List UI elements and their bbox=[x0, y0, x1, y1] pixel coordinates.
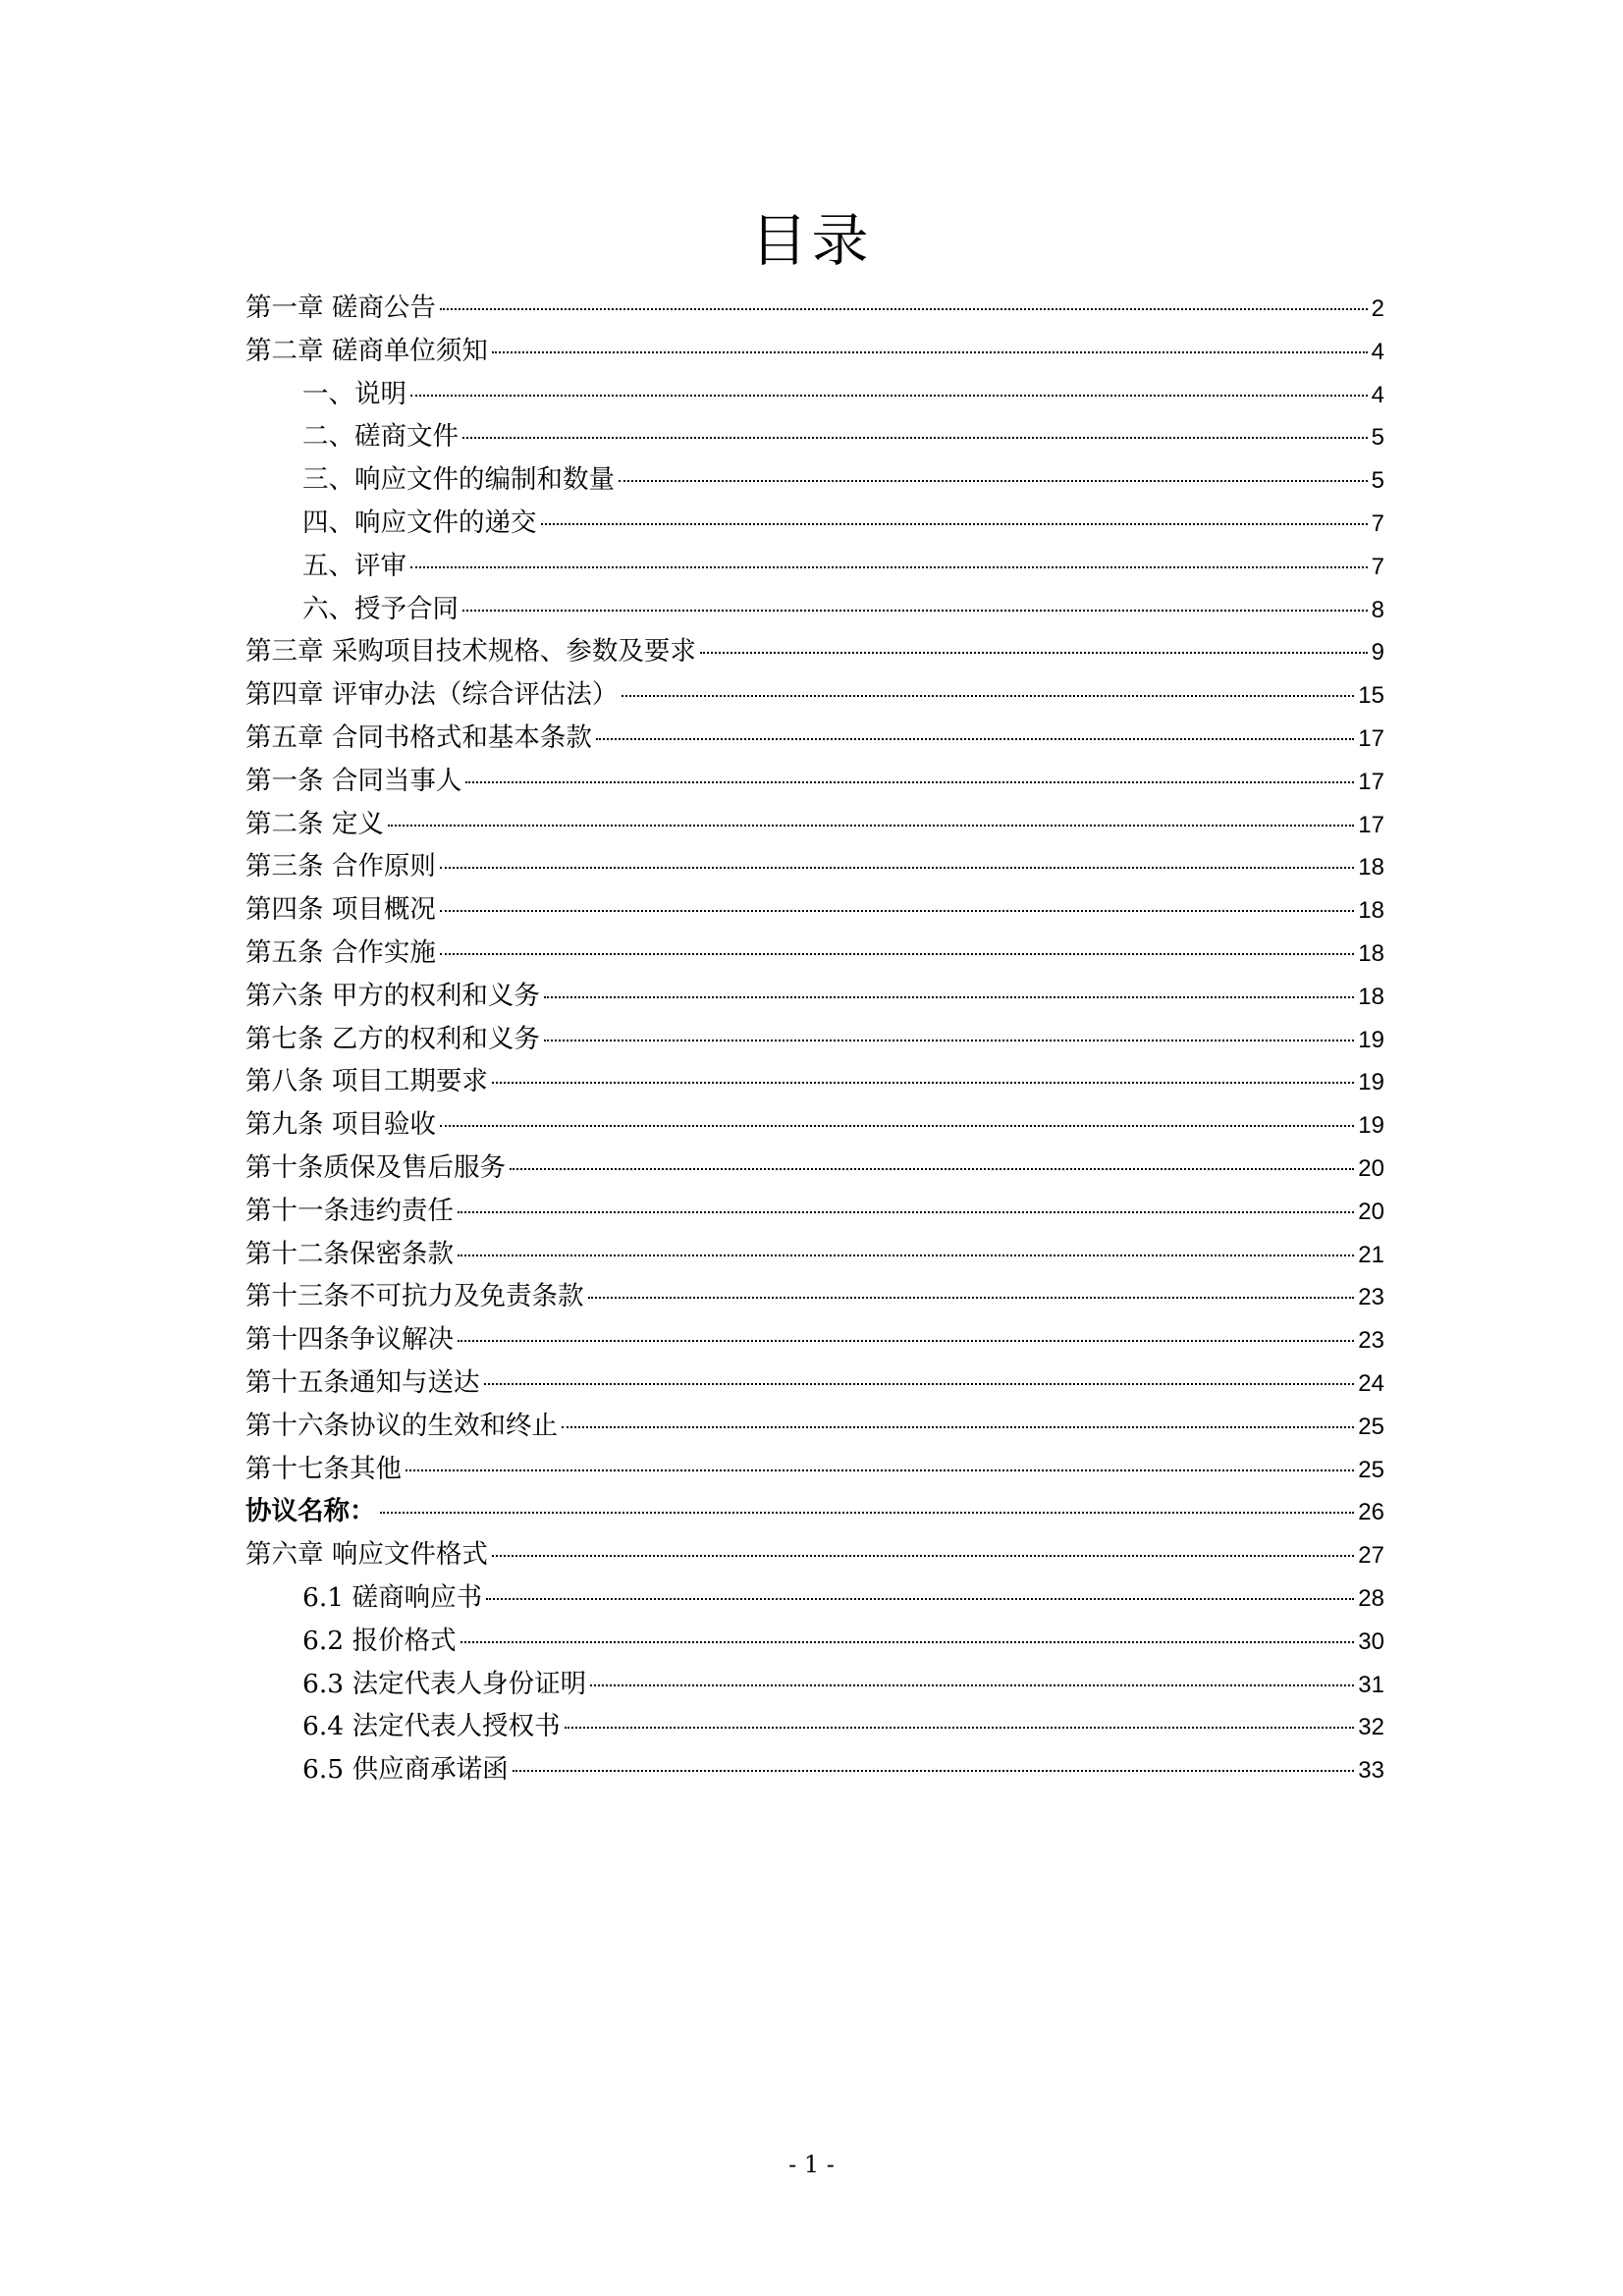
toc-entry-page: 18 bbox=[1358, 983, 1384, 1010]
toc-entry-label: 第六章 响应文件格式 bbox=[245, 1539, 488, 1571]
toc-entry-label: 三、响应文件的编制和数量 bbox=[302, 464, 615, 496]
toc-entry-label: 第四条 项目概况 bbox=[245, 894, 436, 926]
toc-dot-leader bbox=[565, 1727, 1355, 1729]
toc-dot-leader bbox=[484, 1383, 1355, 1385]
toc-entry-label: 第八条 项目工期要求 bbox=[245, 1066, 488, 1097]
toc-entry-page: 18 bbox=[1358, 854, 1384, 881]
toc-dot-leader bbox=[622, 695, 1354, 697]
toc-dot-leader bbox=[410, 395, 1368, 397]
toc-entry-label: 6.5 供应商承诺函 bbox=[302, 1754, 509, 1786]
toc-entry-label: 第十五条通知与送达 bbox=[245, 1366, 480, 1398]
toc-entry-label: 6.3 法定代表人身份证明 bbox=[302, 1668, 587, 1699]
toc-dot-leader bbox=[465, 781, 1354, 783]
toc-entry-label: 第十六条协议的生效和终止 bbox=[245, 1410, 558, 1441]
toc-entry-page: 15 bbox=[1358, 682, 1384, 710]
toc-entry-page: 25 bbox=[1358, 1456, 1384, 1483]
toc-entry-page: 17 bbox=[1358, 811, 1384, 838]
toc-dot-leader bbox=[388, 825, 1354, 827]
toc-entry-page: 5 bbox=[1371, 424, 1384, 452]
toc-dot-leader bbox=[462, 437, 1368, 439]
toc-entry[interactable] bbox=[245, 1233, 1384, 1276]
toc-dot-leader bbox=[492, 1555, 1354, 1557]
toc-entry-label: 五、评审 bbox=[302, 550, 406, 581]
toc-dot-leader bbox=[544, 996, 1354, 998]
table-of-contents bbox=[245, 287, 1384, 1791]
toc-dot-leader bbox=[410, 566, 1368, 568]
toc-entry-page: 18 bbox=[1358, 939, 1384, 967]
toc-dot-leader bbox=[380, 1512, 1355, 1514]
toc-entry[interactable] bbox=[245, 1533, 1384, 1576]
toc-dot-leader bbox=[541, 523, 1368, 525]
toc-entry[interactable] bbox=[245, 1362, 1384, 1405]
toc-entry-page: 17 bbox=[1358, 768, 1384, 795]
toc-entry-page: 30 bbox=[1358, 1628, 1384, 1655]
toc-entry[interactable] bbox=[245, 588, 1384, 631]
toc-entry[interactable] bbox=[245, 458, 1384, 502]
toc-dot-leader bbox=[440, 867, 1354, 869]
toc-entry-page: 2 bbox=[1371, 295, 1384, 322]
toc-entry-page: 31 bbox=[1358, 1671, 1384, 1698]
toc-dot-leader bbox=[486, 1598, 1354, 1600]
toc-entry-label: 第十一条违约责任 bbox=[245, 1195, 454, 1226]
toc-entry-page: 18 bbox=[1358, 897, 1384, 925]
toc-dot-leader bbox=[492, 1082, 1354, 1084]
toc-entry-label: 第五章 合同书格式和基本条款 bbox=[245, 721, 592, 753]
toc-dot-leader bbox=[440, 910, 1354, 912]
toc-entry-label: 第三条 合作原则 bbox=[245, 851, 436, 882]
toc-entry[interactable] bbox=[245, 1318, 1384, 1362]
toc-entry-label: 第二条 定义 bbox=[245, 808, 384, 839]
toc-entry[interactable] bbox=[245, 1448, 1384, 1491]
toc-dot-leader bbox=[590, 1684, 1354, 1686]
toc-entry[interactable] bbox=[245, 673, 1384, 717]
toc-entry[interactable] bbox=[245, 415, 1384, 458]
toc-entry-label: 第二章 磋商单位须知 bbox=[245, 335, 488, 366]
toc-entry-page: 4 bbox=[1371, 338, 1384, 365]
toc-entry-page: 23 bbox=[1358, 1327, 1384, 1355]
toc-dot-leader bbox=[458, 1255, 1354, 1256]
toc-entry-label: 第七条 乙方的权利和义务 bbox=[245, 1023, 540, 1054]
toc-entry-page: 5 bbox=[1371, 467, 1384, 495]
toc-entry-page: 21 bbox=[1358, 1241, 1384, 1268]
toc-entry-label: 第五条 合作实施 bbox=[245, 936, 436, 968]
toc-entry-label: 第四章 评审办法（综合评估法） bbox=[245, 679, 619, 711]
toc-entry-label: 一、说明 bbox=[302, 378, 406, 409]
toc-dot-leader bbox=[440, 1125, 1354, 1127]
toc-entry-label: 二、磋商文件 bbox=[302, 421, 459, 453]
toc-entry-page: 8 bbox=[1371, 596, 1384, 623]
toc-entry[interactable] bbox=[245, 630, 1384, 673]
toc-entry[interactable] bbox=[245, 1490, 1384, 1533]
toc-entry-label: 第十四条争议解决 bbox=[245, 1324, 454, 1356]
toc-entry[interactable] bbox=[245, 1748, 1384, 1791]
toc-entry-label: 6.1 磋商响应书 bbox=[302, 1581, 483, 1613]
toc-entry[interactable] bbox=[245, 717, 1384, 760]
toc-entry-page: 9 bbox=[1371, 639, 1384, 667]
toc-entry-label: 四、响应文件的递交 bbox=[302, 507, 537, 538]
toc-entry-label: 第十七条其他 bbox=[245, 1453, 402, 1484]
toc-entry-page: 19 bbox=[1358, 1026, 1384, 1053]
toc-entry-label: 6.4 法定代表人授权书 bbox=[302, 1711, 561, 1742]
toc-entry[interactable] bbox=[245, 803, 1384, 846]
toc-entry-page: 19 bbox=[1358, 1069, 1384, 1096]
toc-dot-leader bbox=[700, 652, 1368, 654]
toc-entry[interactable] bbox=[245, 975, 1384, 1018]
toc-dot-leader bbox=[619, 480, 1368, 482]
toc-entry[interactable] bbox=[245, 373, 1384, 416]
toc-entry-label: 第一章 磋商公告 bbox=[245, 293, 436, 323]
toc-entry-page: 27 bbox=[1358, 1542, 1384, 1570]
toc-entry-page: 7 bbox=[1371, 509, 1384, 537]
toc-entry-page: 17 bbox=[1358, 724, 1384, 752]
toc-dot-leader bbox=[440, 953, 1354, 955]
toc-entry[interactable] bbox=[245, 760, 1384, 803]
toc-entry-page: 25 bbox=[1358, 1413, 1384, 1440]
toc-dot-leader bbox=[596, 738, 1354, 740]
toc-entry-page: 32 bbox=[1358, 1714, 1384, 1741]
toc-dot-leader bbox=[513, 1770, 1355, 1772]
toc-entry[interactable] bbox=[245, 888, 1384, 932]
toc-entry-label: 第九条 项目验收 bbox=[245, 1109, 436, 1141]
toc-dot-leader bbox=[492, 351, 1368, 353]
page-number: - 1 - bbox=[788, 2151, 835, 2178]
toc-entry[interactable] bbox=[245, 1060, 1384, 1103]
toc-entry-page: 28 bbox=[1358, 1584, 1384, 1612]
toc-entry[interactable] bbox=[245, 287, 1384, 330]
page-title: 目录 bbox=[750, 207, 873, 274]
toc-entry-label: 6.2 报价格式 bbox=[302, 1625, 457, 1656]
toc-entry-label: 协议名称： bbox=[245, 1496, 376, 1527]
toc-entry-page: 20 bbox=[1358, 1154, 1384, 1182]
toc-dot-leader bbox=[460, 1641, 1355, 1643]
toc-entry-page: 24 bbox=[1358, 1369, 1384, 1397]
toc-entry-page: 26 bbox=[1358, 1499, 1384, 1526]
toc-dot-leader bbox=[510, 1168, 1354, 1170]
toc-entry-page: 19 bbox=[1358, 1112, 1384, 1140]
toc-dot-leader bbox=[544, 1040, 1354, 1041]
toc-entry-label: 第十二条保密条款 bbox=[245, 1238, 454, 1269]
toc-entry[interactable] bbox=[245, 1663, 1384, 1706]
toc-entry-page: 20 bbox=[1358, 1198, 1384, 1225]
toc-entry-page: 4 bbox=[1371, 381, 1384, 408]
toc-dot-leader bbox=[458, 1211, 1354, 1213]
toc-entry[interactable] bbox=[245, 1147, 1384, 1190]
toc-entry-label: 六、授予合同 bbox=[302, 593, 459, 624]
toc-entry[interactable] bbox=[245, 545, 1384, 588]
toc-entry-page: 7 bbox=[1371, 553, 1384, 580]
toc-entry-label: 第六条 甲方的权利和义务 bbox=[245, 980, 540, 1011]
toc-dot-leader bbox=[440, 308, 1368, 310]
toc-entry[interactable] bbox=[245, 1018, 1384, 1061]
toc-entry[interactable] bbox=[245, 1576, 1384, 1620]
toc-dot-leader bbox=[462, 610, 1368, 612]
toc-entry[interactable] bbox=[245, 1275, 1384, 1318]
toc-entry-label: 第一条 合同当事人 bbox=[245, 765, 462, 796]
toc-entry-page: 33 bbox=[1358, 1757, 1384, 1785]
toc-entry[interactable] bbox=[245, 330, 1384, 373]
toc-entry-page: 23 bbox=[1358, 1284, 1384, 1311]
toc-entry[interactable] bbox=[245, 1405, 1384, 1448]
toc-dot-leader bbox=[588, 1297, 1355, 1299]
toc-dot-leader bbox=[562, 1426, 1354, 1428]
toc-entry[interactable] bbox=[245, 1103, 1384, 1147]
toc-entry-label: 第十条质保及售后服务 bbox=[245, 1151, 506, 1183]
toc-dot-leader bbox=[406, 1469, 1354, 1471]
toc-entry[interactable] bbox=[245, 932, 1384, 975]
toc-entry-label: 第十三条不可抗力及免责条款 bbox=[245, 1281, 584, 1312]
toc-entry[interactable] bbox=[245, 502, 1384, 545]
toc-entry[interactable] bbox=[245, 1620, 1384, 1663]
toc-entry[interactable] bbox=[245, 845, 1384, 888]
toc-entry[interactable] bbox=[245, 1190, 1384, 1233]
toc-entry[interactable] bbox=[245, 1705, 1384, 1748]
toc-dot-leader bbox=[458, 1340, 1354, 1342]
toc-entry-label: 第三章 采购项目技术规格、参数及要求 bbox=[245, 636, 696, 667]
